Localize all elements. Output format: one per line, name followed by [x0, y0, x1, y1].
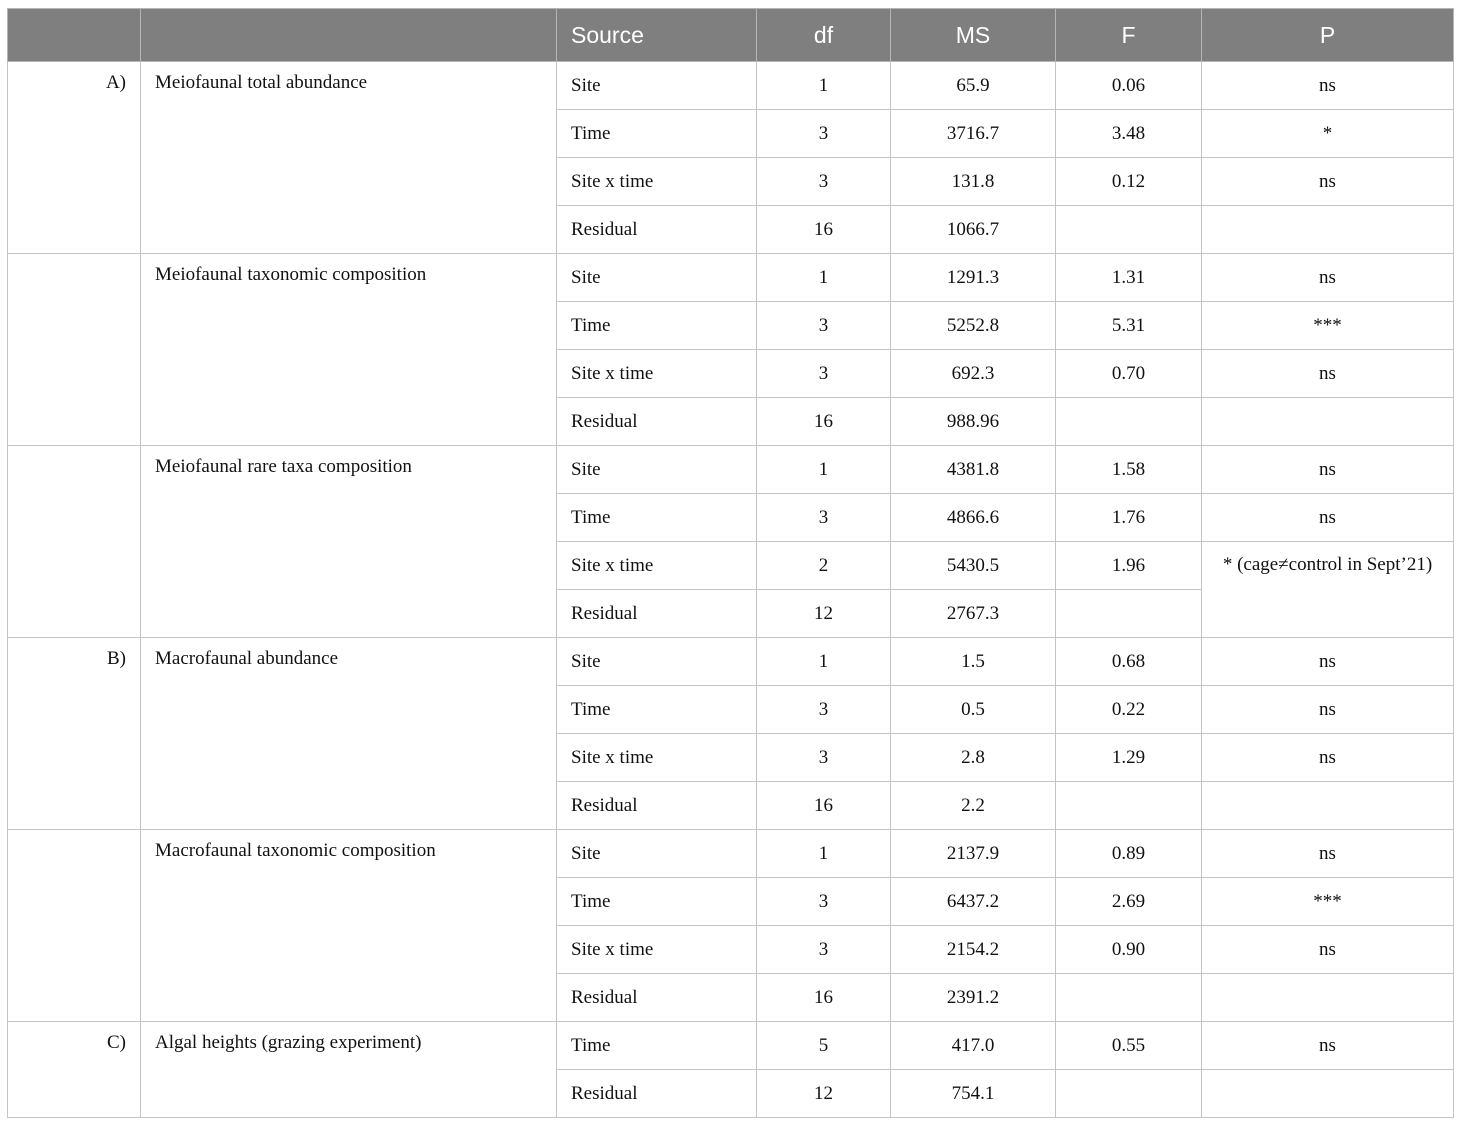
f-cell: 0.06 — [1056, 62, 1202, 110]
p-cell — [1202, 782, 1454, 830]
analysis-label: Algal heights (grazing experiment) — [141, 1022, 557, 1118]
group-label — [8, 446, 141, 638]
analysis-label: Meiofaunal total abundance — [141, 62, 557, 254]
f-cell — [1056, 782, 1202, 830]
ms-cell: 65.9 — [891, 62, 1056, 110]
df-cell: 16 — [757, 206, 891, 254]
df-cell: 16 — [757, 974, 891, 1022]
f-cell: 0.89 — [1056, 830, 1202, 878]
df-cell: 3 — [757, 302, 891, 350]
f-cell: 0.12 — [1056, 158, 1202, 206]
table-row — [8, 1022, 1454, 1070]
source-cell: Residual — [557, 1070, 757, 1118]
anova-results-table — [7, 8, 1454, 1118]
analysis-label: Meiofaunal taxonomic composition — [141, 254, 557, 446]
df-cell: 3 — [757, 926, 891, 974]
f-cell: 0.68 — [1056, 638, 1202, 686]
ms-cell: 2391.2 — [891, 974, 1056, 1022]
table-header-row — [8, 9, 1454, 62]
f-cell: 1.76 — [1056, 494, 1202, 542]
df-cell: 3 — [757, 110, 891, 158]
group-label — [8, 830, 141, 1022]
f-cell: 5.31 — [1056, 302, 1202, 350]
df-cell: 3 — [757, 158, 891, 206]
table-row — [8, 638, 1454, 686]
f-cell — [1056, 974, 1202, 1022]
df-cell: 3 — [757, 350, 891, 398]
source-cell: Site x time — [557, 350, 757, 398]
f-cell: 2.69 — [1056, 878, 1202, 926]
f-cell — [1056, 206, 1202, 254]
df-cell: 16 — [757, 398, 891, 446]
source-cell: Time — [557, 878, 757, 926]
group-label — [8, 254, 141, 446]
source-cell: Time — [557, 1022, 757, 1070]
source-cell: Site — [557, 830, 757, 878]
table-row — [8, 830, 1454, 878]
ms-cell: 2.8 — [891, 734, 1056, 782]
source-cell: Site — [557, 254, 757, 302]
ms-cell: 131.8 — [891, 158, 1056, 206]
source-cell: Time — [557, 302, 757, 350]
p-cell: ns — [1202, 158, 1454, 206]
p-cell — [1202, 1070, 1454, 1118]
table-row — [8, 254, 1454, 302]
f-cell: 0.55 — [1056, 1022, 1202, 1070]
ms-cell: 5252.8 — [891, 302, 1056, 350]
ms-cell: 988.96 — [891, 398, 1056, 446]
df-cell: 1 — [757, 254, 891, 302]
p-cell: * (cage≠control in Sept’21) — [1202, 542, 1454, 638]
source-cell: Residual — [557, 398, 757, 446]
p-cell: ns — [1202, 254, 1454, 302]
p-cell: ns — [1202, 686, 1454, 734]
ms-cell: 2137.9 — [891, 830, 1056, 878]
f-cell: 0.90 — [1056, 926, 1202, 974]
p-cell: *** — [1202, 302, 1454, 350]
table-body — [8, 62, 1454, 1118]
source-cell: Time — [557, 686, 757, 734]
df-cell: 12 — [757, 590, 891, 638]
ms-cell: 5430.5 — [891, 542, 1056, 590]
df-cell: 3 — [757, 494, 891, 542]
df-cell: 3 — [757, 878, 891, 926]
f-cell: 1.58 — [1056, 446, 1202, 494]
f-cell: 0.22 — [1056, 686, 1202, 734]
ms-cell: 2767.3 — [891, 590, 1056, 638]
header-source: Source — [557, 9, 757, 62]
df-cell: 12 — [757, 1070, 891, 1118]
ms-cell: 1.5 — [891, 638, 1056, 686]
f-cell: 1.29 — [1056, 734, 1202, 782]
source-cell: Residual — [557, 590, 757, 638]
source-cell: Time — [557, 110, 757, 158]
ms-cell: 3716.7 — [891, 110, 1056, 158]
anova-table-container — [7, 8, 1453, 1118]
p-cell: ns — [1202, 1022, 1454, 1070]
f-cell: 1.96 — [1056, 542, 1202, 590]
ms-cell: 417.0 — [891, 1022, 1056, 1070]
df-cell: 1 — [757, 446, 891, 494]
source-cell: Site x time — [557, 734, 757, 782]
header-group — [8, 9, 141, 62]
table-row — [8, 62, 1454, 110]
p-cell: ns — [1202, 638, 1454, 686]
header-f: F — [1056, 9, 1202, 62]
df-cell: 5 — [757, 1022, 891, 1070]
p-cell: ns — [1202, 62, 1454, 110]
df-cell: 3 — [757, 734, 891, 782]
df-cell: 16 — [757, 782, 891, 830]
source-cell: Site — [557, 62, 757, 110]
analysis-label: Meiofaunal rare taxa composition — [141, 446, 557, 638]
ms-cell: 2154.2 — [891, 926, 1056, 974]
df-cell: 1 — [757, 62, 891, 110]
p-cell: ns — [1202, 446, 1454, 494]
ms-cell: 2.2 — [891, 782, 1056, 830]
ms-cell: 6437.2 — [891, 878, 1056, 926]
df-cell: 1 — [757, 638, 891, 686]
f-cell — [1056, 398, 1202, 446]
p-cell: ns — [1202, 734, 1454, 782]
group-label: A) — [8, 62, 141, 254]
p-cell: ns — [1202, 494, 1454, 542]
source-cell: Site — [557, 446, 757, 494]
ms-cell: 0.5 — [891, 686, 1056, 734]
df-cell: 1 — [757, 830, 891, 878]
df-cell: 3 — [757, 686, 891, 734]
source-cell: Site x time — [557, 926, 757, 974]
group-label: C) — [8, 1022, 141, 1118]
analysis-label: Macrofaunal abundance — [141, 638, 557, 830]
table-row — [8, 446, 1454, 494]
header-ms: MS — [891, 9, 1056, 62]
f-cell — [1056, 1070, 1202, 1118]
header-df: df — [757, 9, 891, 62]
header-p: P — [1202, 9, 1454, 62]
source-cell: Residual — [557, 782, 757, 830]
p-cell: ns — [1202, 350, 1454, 398]
group-label: B) — [8, 638, 141, 830]
df-cell: 2 — [757, 542, 891, 590]
analysis-label: Macrofaunal taxonomic composition — [141, 830, 557, 1022]
f-cell: 0.70 — [1056, 350, 1202, 398]
p-cell — [1202, 398, 1454, 446]
ms-cell: 1066.7 — [891, 206, 1056, 254]
ms-cell: 754.1 — [891, 1070, 1056, 1118]
source-cell: Residual — [557, 206, 757, 254]
p-cell — [1202, 206, 1454, 254]
source-cell: Site — [557, 638, 757, 686]
f-cell: 3.48 — [1056, 110, 1202, 158]
p-cell: ns — [1202, 926, 1454, 974]
ms-cell: 4866.6 — [891, 494, 1056, 542]
ms-cell: 692.3 — [891, 350, 1056, 398]
ms-cell: 4381.8 — [891, 446, 1056, 494]
p-cell: * — [1202, 110, 1454, 158]
ms-cell: 1291.3 — [891, 254, 1056, 302]
header-analysis — [141, 9, 557, 62]
p-cell: ns — [1202, 830, 1454, 878]
source-cell: Site x time — [557, 158, 757, 206]
f-cell: 1.31 — [1056, 254, 1202, 302]
p-cell — [1202, 974, 1454, 1022]
p-cell: *** — [1202, 878, 1454, 926]
source-cell: Residual — [557, 974, 757, 1022]
f-cell — [1056, 590, 1202, 638]
source-cell: Time — [557, 494, 757, 542]
source-cell: Site x time — [557, 542, 757, 590]
